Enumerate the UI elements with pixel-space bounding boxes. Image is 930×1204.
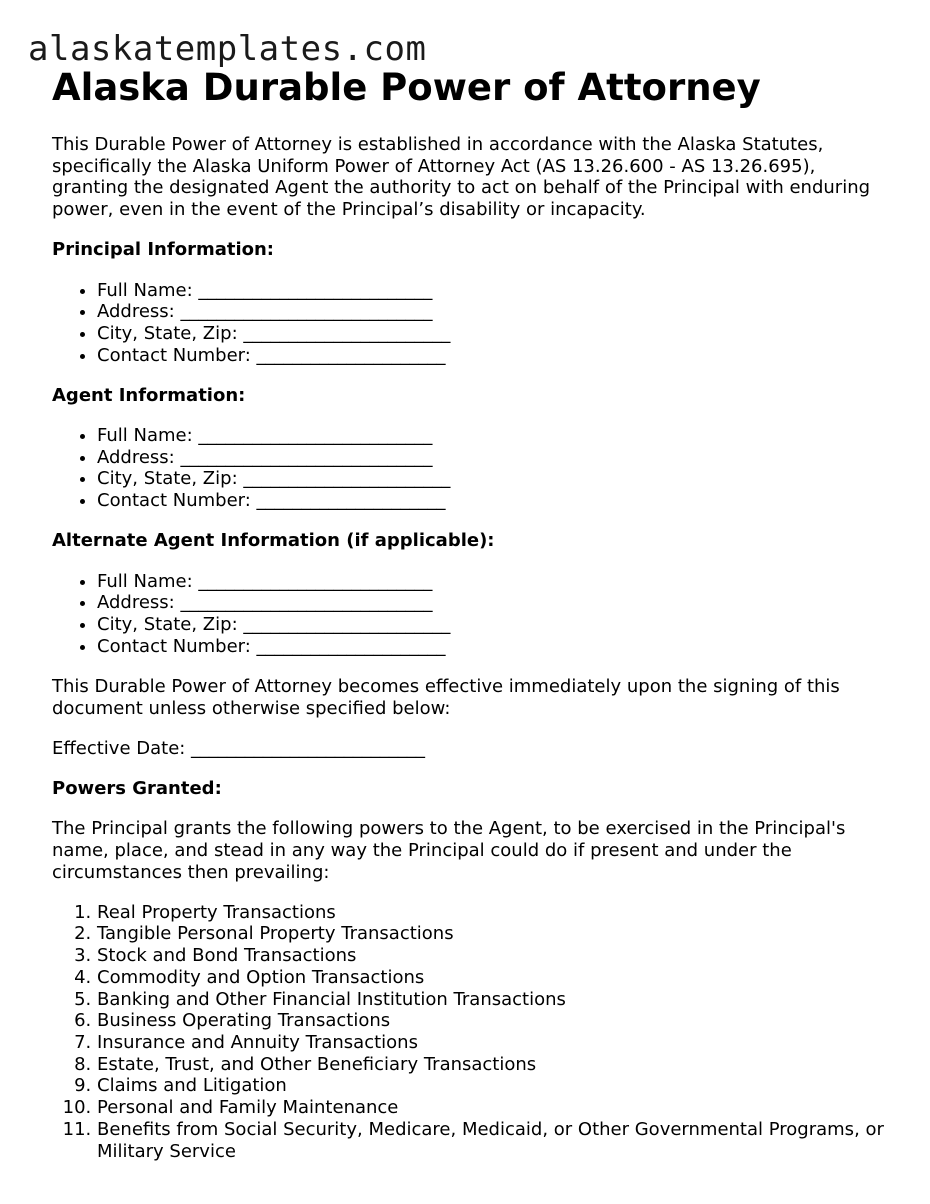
alternate-agent-address-field: • Address: ____________________________	[97, 592, 892, 614]
principal-heading: Principal Information:	[52, 239, 275, 261]
alternate-agent-heading: Alternate Agent Information (if applicable):	[52, 530, 495, 552]
power-item: 11. Benefits from Social Security, Medicare, Medicaid, or Other Governmental Programs, or Military Service	[97, 1119, 892, 1162]
agent-fields	[52, 425, 892, 512]
alternate-agent-city-state-zip-field: • City, State, Zip: _______________________	[97, 614, 892, 636]
document-body	[52, 66, 892, 1181]
alternate-agent-contact-number-field: • Contact Number: _____________________	[97, 636, 892, 658]
intro-paragraph: This Durable Power of Attorney is established in accordance with the Alaska Statutes, specifically the Alaska Uniform Power of Attorney Act (AS 13.26.600 - AS 13.26.695), granting the designated Agent the authority to act on behalf of the Principal with enduring power, even in the event of the Principal’s disability or incapacity.	[52, 134, 871, 221]
alternate-agent-fields	[52, 571, 892, 658]
principal-city-state-zip-field: • City, State, Zip: _______________________	[97, 323, 892, 345]
effective-statement: This Durable Power of Attorney becomes effective immediately upon the signing of this document unless otherwise specified below:	[52, 675, 840, 719]
power-item: 7. Insurance and Annuity Transactions	[97, 1032, 892, 1054]
document-title: Alaska Durable Power of Attorney	[52, 66, 761, 109]
agent-heading: Agent Information:	[52, 384, 246, 406]
agent-contact-number-field: • Contact Number: _____________________	[97, 490, 892, 512]
power-item: 8. Estate, Trust, and Other Beneficiary Transactions	[97, 1054, 892, 1076]
effective-date-field: Effective Date: __________________________	[52, 737, 426, 759]
power-item: 4. Commodity and Option Transactions	[97, 967, 892, 989]
principal-fields	[52, 280, 892, 367]
power-item: 9. Claims and Litigation	[97, 1075, 892, 1097]
alternate-agent-full-name-field: • Full Name: __________________________	[97, 571, 892, 593]
agent-address-field: • Address: ____________________________	[97, 447, 892, 469]
power-item: 10. Personal and Family Maintenance	[97, 1097, 892, 1119]
power-item: 3. Stock and Bond Transactions	[97, 945, 892, 967]
powers-heading: Powers Granted:	[52, 777, 222, 799]
principal-full-name-field: • Full Name: __________________________	[97, 280, 892, 302]
agent-full-name-field: • Full Name: __________________________	[97, 425, 892, 447]
power-item: 1. Real Property Transactions	[97, 902, 892, 924]
powers-intro: The Principal grants the following powers to the Agent, to be exercised in the Principal's name, place, and stead in any way the Principal could do if present and under the circumstances then prevailing:	[52, 818, 846, 883]
principal-contact-number-field: • Contact Number: _____________________	[97, 345, 892, 367]
power-item: 6. Business Operating Transactions	[97, 1010, 892, 1032]
power-item: 2. Tangible Personal Property Transactions	[97, 923, 892, 945]
agent-city-state-zip-field: • City, State, Zip: _______________________	[97, 468, 892, 490]
site-watermark: alaskatemplates.com	[28, 29, 427, 69]
power-item: 5. Banking and Other Financial Institution Transactions	[97, 989, 892, 1011]
principal-address-field: • Address: ____________________________	[97, 301, 892, 323]
powers-list	[52, 902, 892, 1162]
